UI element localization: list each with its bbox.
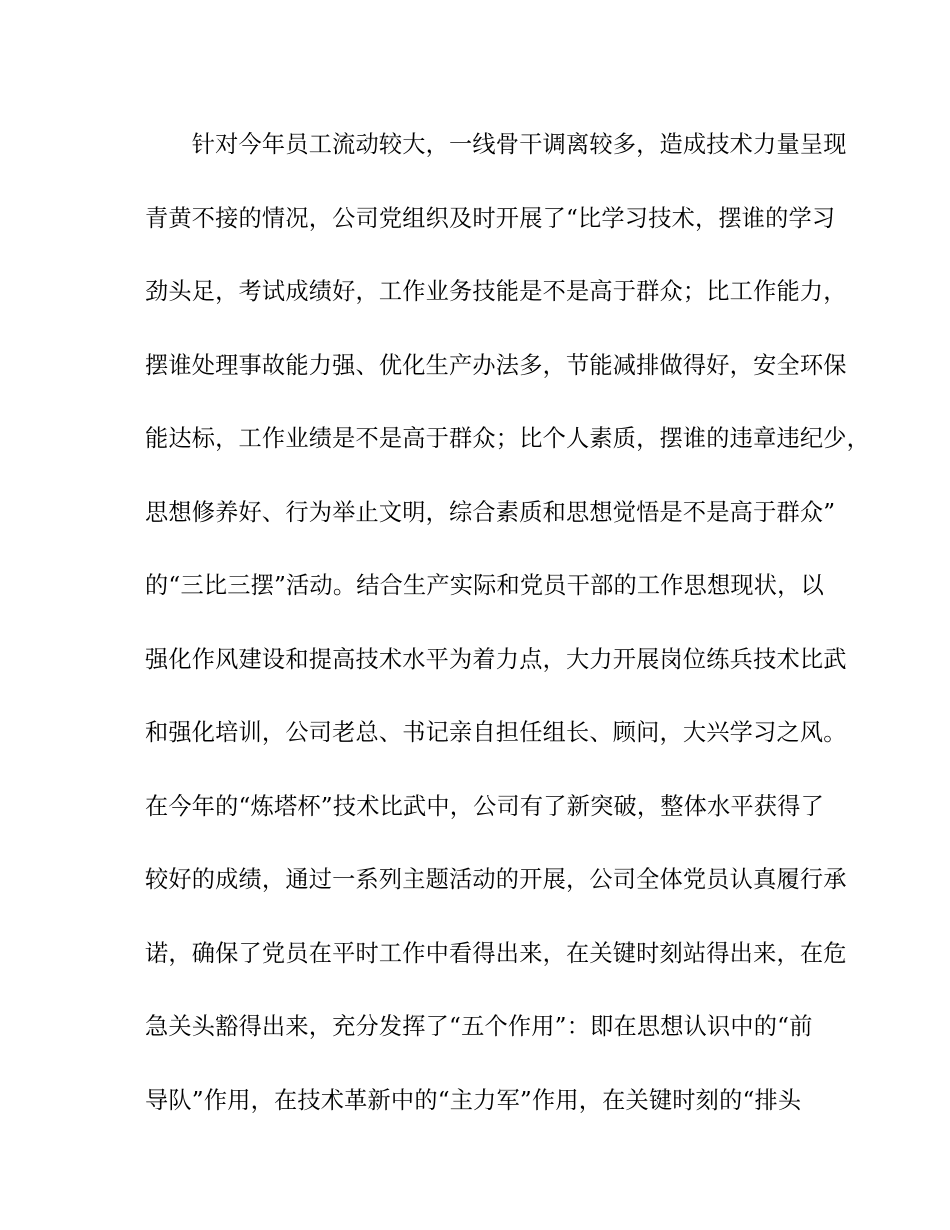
text-line: 能达标，工作业绩是不是高于群众；比个人素质，摆谁的违章违纪少，: [145, 425, 871, 452]
text-line: 导队”作用，在技术革新中的“主力军”作用，在关键时刻的“排头: [145, 1086, 802, 1114]
text-line: 诺，确保了党员在平时工作中看得出来，在关键时刻站得出来，在危: [145, 939, 847, 967]
text-line: 的“三比三摆”活动。结合生产实际和党员干部的工作思想现状，以: [145, 572, 824, 599]
text-line: 针对今年员工流动较大，一线骨干调离较多，造成技术力量呈现: [145, 131, 847, 158]
text-line: 在今年的“炼塔杯”技术比武中，公司有了新突破，整体水平获得了: [145, 792, 824, 820]
text-line: 青黄不接的情况，公司党组织及时开展了“比学习技术，摆谁的学习: [145, 204, 836, 232]
text-line: 和强化培训，公司老总、书记亲自担任组长、顾问，大兴学习之风。: [145, 719, 847, 746]
text-line: 劲头足，考试成绩好，工作业务技能是不是高于群众；比工作能力，: [145, 278, 847, 305]
text-line: 较好的成绩，通过一系列主题活动的开展，公司全体党员认真履行承: [145, 866, 847, 893]
text-line: 强化作风建设和提高技术水平为着力点，大力开展岗位练兵技术比武: [145, 645, 847, 673]
text-line: 摆谁处理事故能力强、优化生产办法多，节能减排做得好，安全环保: [145, 351, 847, 379]
text-line: 思想修养好、行为举止文明，综合素质和思想觉悟是不是高于群众”: [145, 498, 836, 526]
body-paragraph: [145, 125, 871, 1154]
text-line: 急关头豁得出来，充分发挥了“五个作用”：即在思想认识中的“前: [145, 1013, 813, 1040]
